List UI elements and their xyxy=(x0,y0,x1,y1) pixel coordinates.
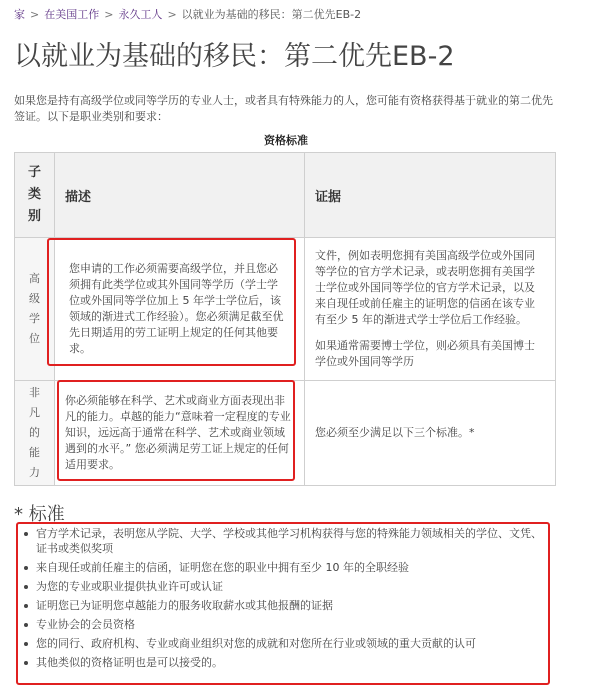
description-advanced-degree xyxy=(55,238,305,381)
category-advanced-degree xyxy=(15,238,55,381)
breadcrumb-permanent-link[interactable]: 永久工人 xyxy=(118,8,163,21)
table-header-row xyxy=(15,153,556,238)
criteria-item: 为您的专业或职业提供执业许可或认证 xyxy=(24,579,550,594)
criteria-item: 来自现任或前任雇主的信函，证明您在您的职业中拥有至少 10 年的全职经验 xyxy=(24,560,550,575)
evidence-paragraph: 您必须至少满足以下三个标准。* xyxy=(315,426,475,439)
breadcrumb-separator: > xyxy=(104,8,114,21)
table-row xyxy=(15,381,556,486)
header-evidence: 证据 xyxy=(305,153,556,238)
category-char: 凡 xyxy=(29,406,40,419)
table-row xyxy=(15,238,556,381)
category-char: 力 xyxy=(29,466,40,479)
criteria-list xyxy=(24,526,550,674)
evidence-exceptional-ability xyxy=(305,381,556,486)
category-char: 非 xyxy=(29,386,40,399)
criteria-item: 官方学术记录，表明您从学院、大学、学校或其他学习机构获得与您的特殊能力领域相关的学位、文凭、证书或类似奖项 xyxy=(24,526,550,556)
description-exceptional-ability xyxy=(55,381,305,486)
criteria-item: 您的同行、政府机构、专业或商业组织对您的成就和对您所在行业或领域的重大贡献的认可 xyxy=(24,636,550,651)
requirements-table xyxy=(14,152,556,486)
evidence-paragraph: 如果通常需要博士学位，则必须具有美国博士学位或外国同等学历 xyxy=(315,339,535,368)
breadcrumb-work-link[interactable]: 在美国工作 xyxy=(44,8,100,21)
header-subcategory-char: 类 xyxy=(27,187,41,202)
breadcrumb-home-link[interactable]: 家 xyxy=(14,8,25,21)
criteria-item: 证明您已为证明您卓越能力的服务收取薪水或其他报酬的证据 xyxy=(24,598,550,613)
breadcrumb-separator: > xyxy=(30,8,40,21)
criteria-item: 其他类似的资格证明也是可以接受的。 xyxy=(24,655,550,670)
page-title: 以就业为基础的移民：第二优先EB-2 xyxy=(14,41,455,72)
category-char: 高 xyxy=(29,272,40,285)
header-description: 描述 xyxy=(55,153,305,238)
category-exceptional-ability xyxy=(15,381,55,486)
evidence-advanced-degree xyxy=(305,238,556,381)
category-char: 级 xyxy=(29,292,40,305)
header-subcategory-char: 子 xyxy=(27,165,41,180)
category-char: 学 xyxy=(29,312,40,325)
criteria-item: 专业协会的会员资格 xyxy=(24,617,550,632)
category-char: 位 xyxy=(29,332,40,345)
description-text: 你必须能够在科学、艺术或商业方面表现出非凡的能力。卓越的能力“意味着一定程度的专业知识，远远高于通常在科学、艺术或商业领域遇到的水平。” 您必须满足劳工证上规定的任何适用要求。 xyxy=(65,394,291,471)
header-subcategory-char: 别 xyxy=(27,209,41,224)
criteria-title: * 标准 xyxy=(14,504,65,525)
description-text: 您申请的工作必须需要高级学位，并且您必须拥有此类学位或其外国同等学历（学士学位或外国同等学位加上 5 年学士学位后，该领域的渐进式工作经验）。您必须满足截至优先日期适用的劳工证明上规定的任何其他要求。 xyxy=(69,262,284,355)
breadcrumb-current: 以就业为基础的移民：第二优先EB-2 xyxy=(181,8,362,21)
header-subcategory xyxy=(15,153,55,238)
evidence-paragraph: 文件，例如表明您拥有美国高级学位或外国同等学位的官方学术记录，或表明您拥有美国学士学位或外国同等学位的官方学术记录，以及来自现任或前任雇主的证明您的信函在该专业有至少 5 年的渐进式学士学位后工作经验。 xyxy=(315,249,535,326)
breadcrumb-separator: > xyxy=(167,8,177,21)
intro-text: 如果您是持有高级学位或同等学历的专业人士，或者具有特殊能力的人，您可能有资格获得基于就业的第二优先签证。以下是职业类别和要求： xyxy=(14,94,553,123)
category-char: 能 xyxy=(29,446,40,459)
category-char: 的 xyxy=(29,426,40,439)
table-caption: 资格标准 xyxy=(264,134,308,147)
breadcrumb xyxy=(14,6,361,22)
